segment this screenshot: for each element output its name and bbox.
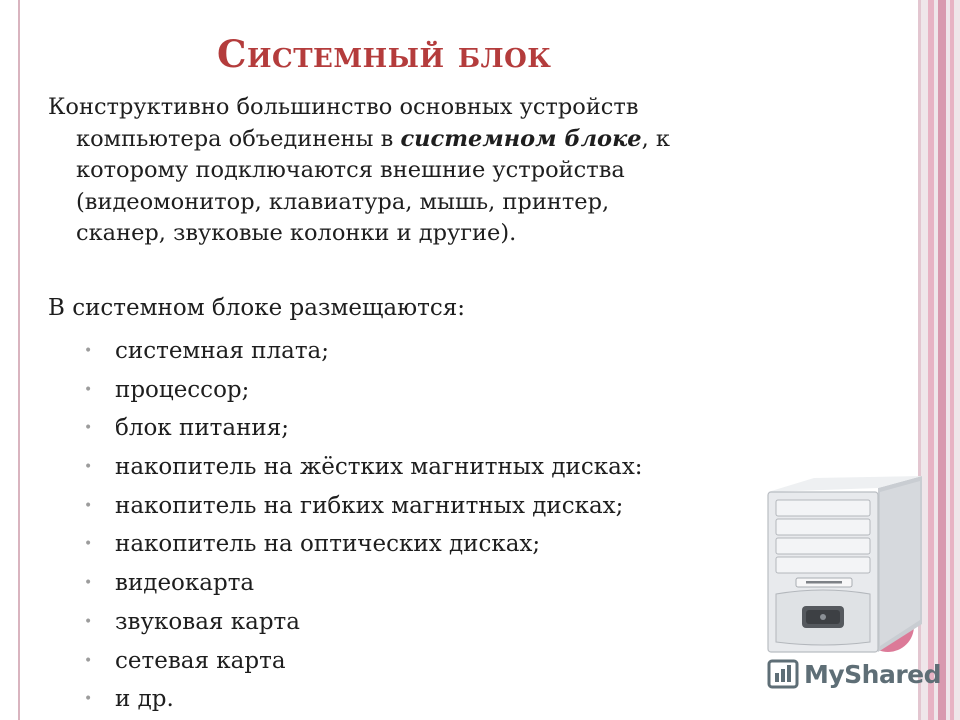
list-item <box>84 603 643 642</box>
intro-paragraph <box>48 92 848 250</box>
list-item <box>84 332 643 371</box>
list-item-text: видеокарта <box>115 570 255 597</box>
list-item-text: и др. <box>115 686 174 713</box>
bullet-icon: • <box>84 652 93 669</box>
right-stripe <box>938 0 946 720</box>
right-stripe <box>950 0 954 720</box>
list-item-text: процессор; <box>115 376 250 403</box>
intro-text: , к <box>641 125 670 152</box>
bullet-icon: • <box>84 497 93 514</box>
list-item <box>84 564 643 603</box>
list-item-text: сетевая карта <box>115 647 286 674</box>
list-item <box>84 642 643 681</box>
intro-line: (видеомонитор, клавиатура, мышь, принтер, <box>76 188 610 215</box>
list-item <box>84 409 643 448</box>
bullet-icon: • <box>84 691 93 708</box>
list-item-text: накопитель на оптических дисках; <box>115 531 541 558</box>
list-lead: В системном блоке размещаются: <box>48 295 465 321</box>
bullet-icon: • <box>84 459 93 476</box>
myshared-watermark <box>766 654 941 694</box>
intro-line <box>48 124 848 156</box>
intro-line: сканер, звуковые колонки и другие). <box>76 220 517 246</box>
intro-line: Конструктивно большинство основных устройств <box>48 94 639 120</box>
emphasis-text: системном блоке <box>400 125 642 152</box>
slide-title: Системный блок <box>217 32 552 76</box>
bullet-icon: • <box>84 575 93 592</box>
component-list <box>84 332 643 719</box>
list-item <box>84 448 643 487</box>
list-item-text: накопитель на гибких магнитных дисках; <box>115 492 624 519</box>
system-unit-image <box>762 474 924 658</box>
list-item-text: звуковая карта <box>115 608 300 635</box>
list-item-text: системная плата; <box>115 338 330 364</box>
left-frame-line <box>18 0 20 720</box>
list-item-text: блок питания; <box>115 415 290 442</box>
bullet-icon: • <box>84 536 93 553</box>
watermark-text: MyShared <box>804 659 942 689</box>
bullet-icon: • <box>84 420 93 437</box>
bullet-icon: • <box>84 613 93 630</box>
intro-line: которому подключаются внешние устройства <box>76 157 625 183</box>
list-item <box>84 487 643 526</box>
list-item <box>84 680 643 719</box>
list-item-text: накопитель на жёстких магнитных дисках: <box>115 454 643 481</box>
myshared-logo-icon <box>766 658 800 690</box>
intro-text: компьютера объединены в <box>76 125 401 152</box>
list-item <box>84 371 643 410</box>
bullet-icon: • <box>84 343 93 359</box>
bullet-icon: • <box>84 381 93 398</box>
list-item <box>84 525 643 564</box>
right-stripe <box>928 0 934 720</box>
